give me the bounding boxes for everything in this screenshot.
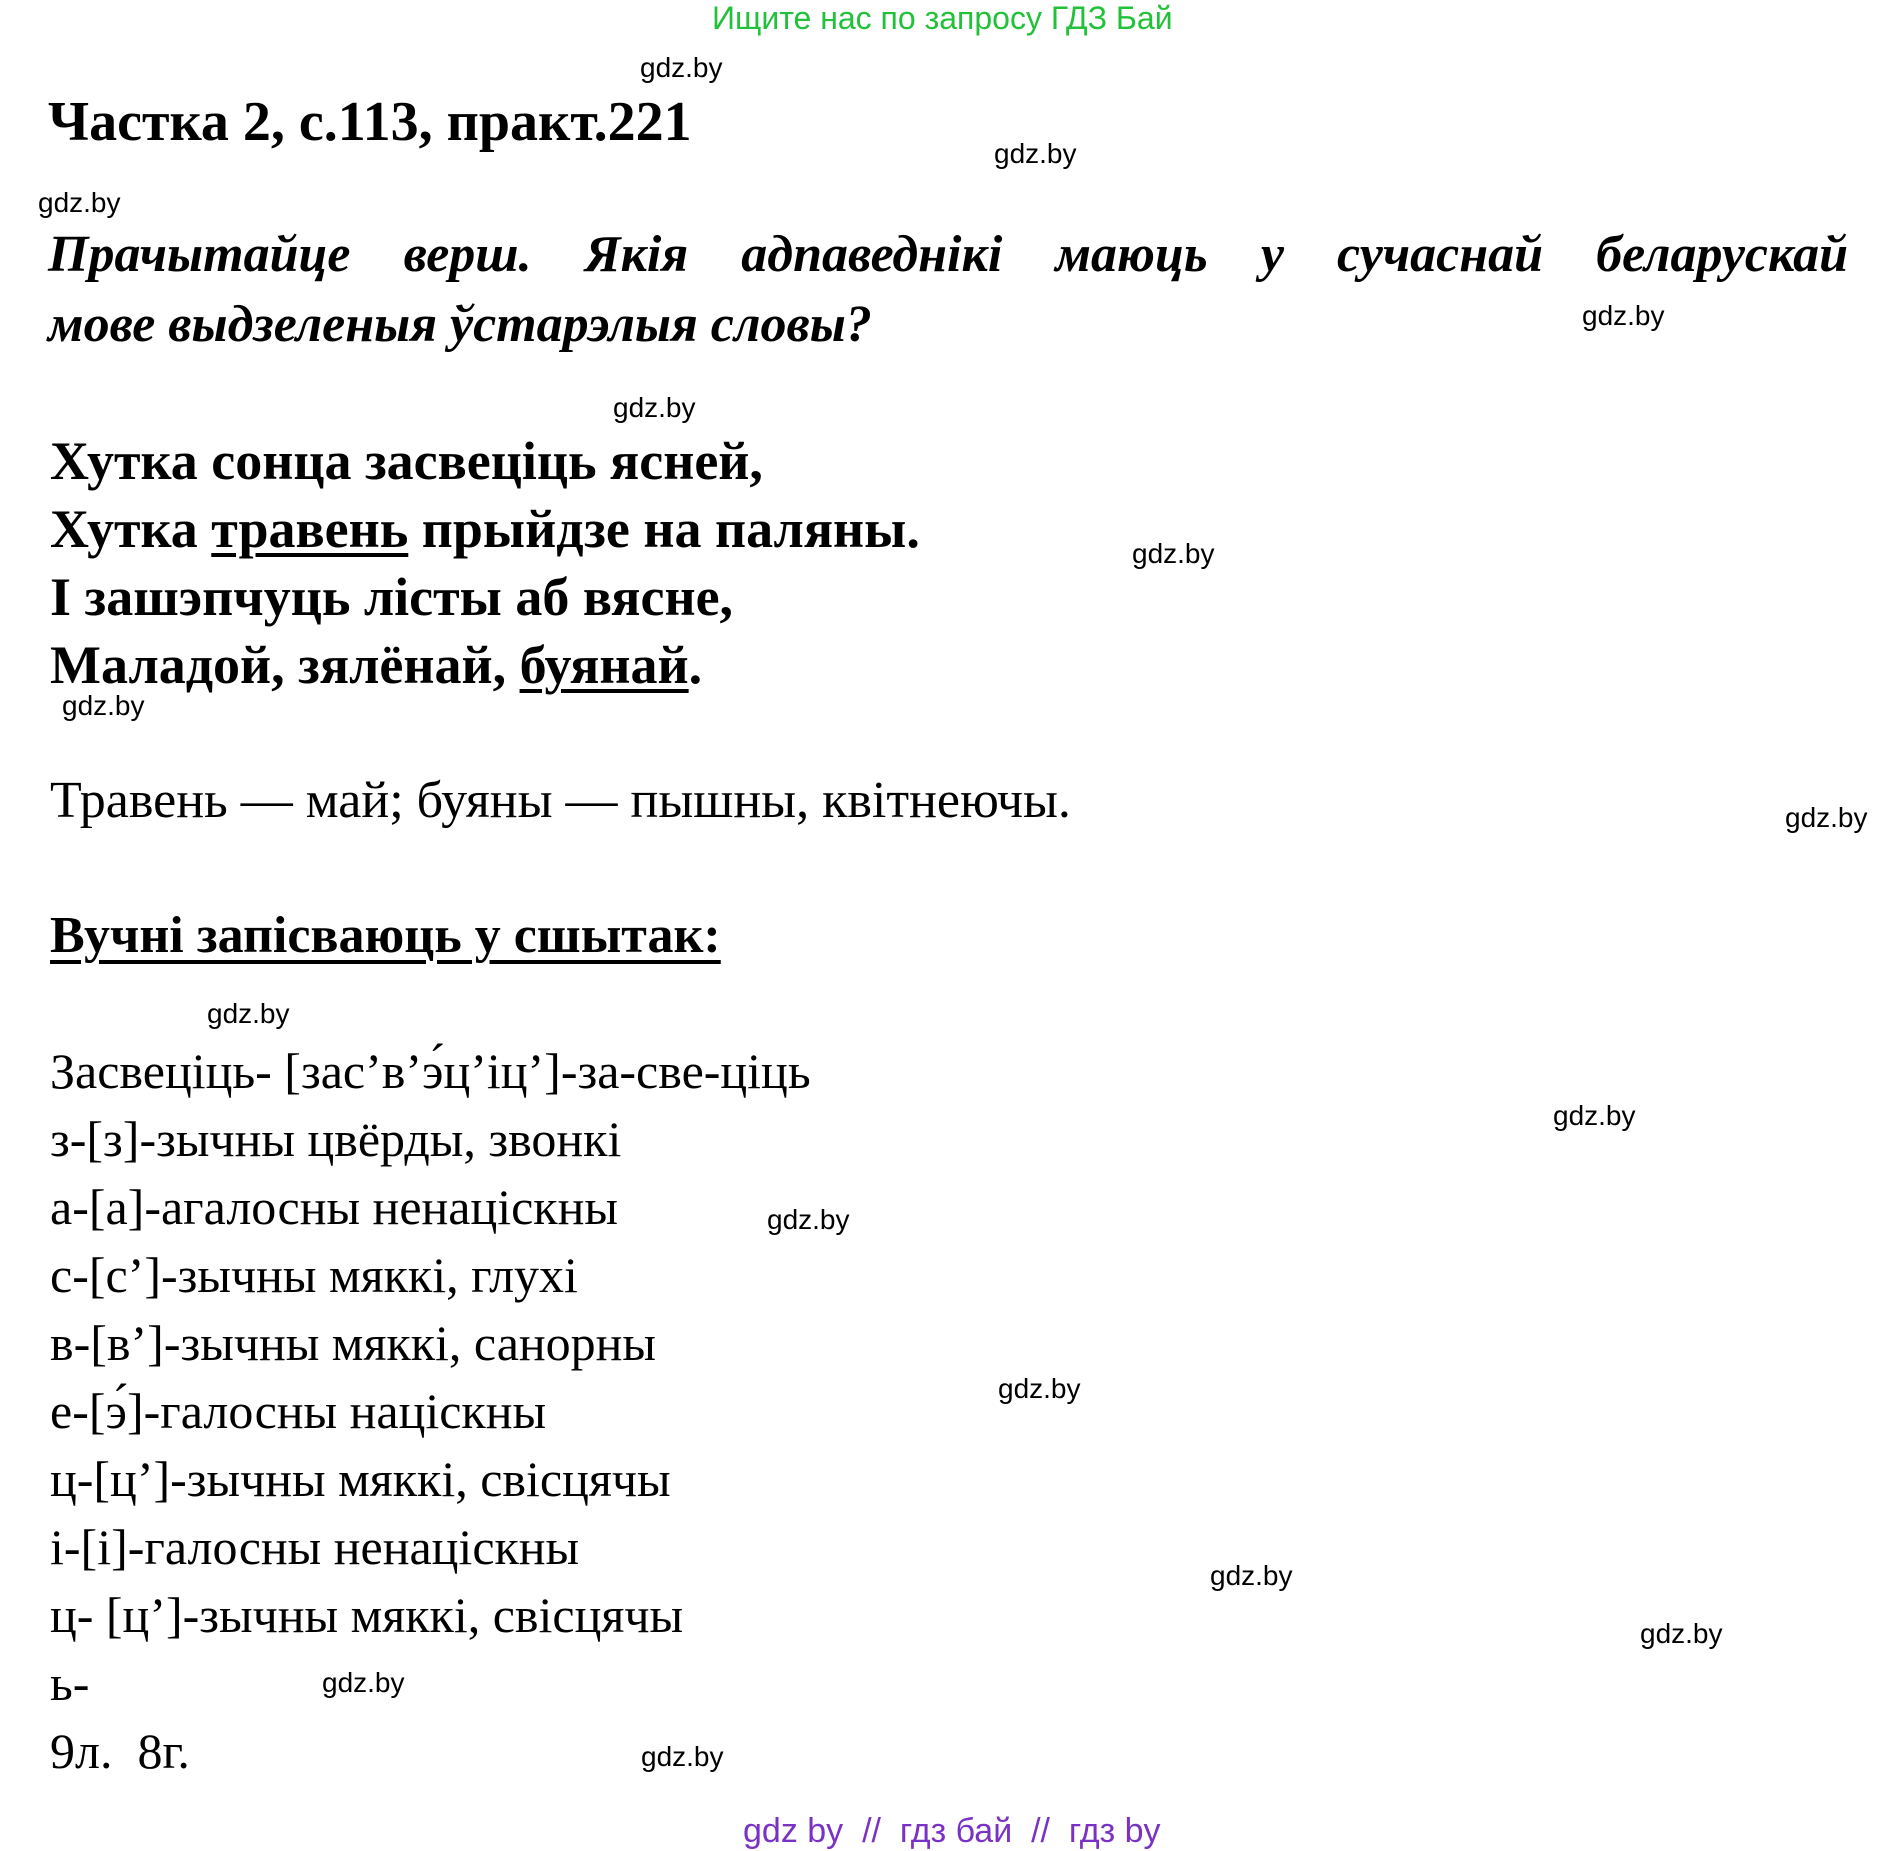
analysis-line: а-[а]-агалосны ненаціскны xyxy=(50,1179,618,1235)
watermark: gdz.by xyxy=(38,187,121,218)
analysis-line: ц- [ц’]-зычны мяккі, свісцячы xyxy=(50,1587,684,1643)
watermark: gdz.by xyxy=(1640,1618,1723,1649)
watermark: gdz.by xyxy=(1132,538,1215,569)
watermark: gdz.by xyxy=(767,1204,850,1235)
footer-links: gdz by // гдз бай // гдз by xyxy=(743,1812,1161,1850)
analysis-line: і-[і]-галосны ненаціскны xyxy=(50,1519,580,1575)
syllable-count: 9л. 8г. xyxy=(50,1723,190,1779)
watermark: gdz.by xyxy=(998,1373,1081,1404)
watermark: gdz.by xyxy=(1553,1100,1636,1131)
watermark: gdz.by xyxy=(994,138,1077,169)
highlighted-word-buyanai: буянай xyxy=(519,635,689,695)
watermark: gdz.by xyxy=(640,52,723,83)
watermark: gdz.by xyxy=(1210,1560,1293,1591)
analysis-line: в-[в’]-зычны мяккі, санорны xyxy=(50,1315,657,1371)
poem-line-2-end: прыйдзе на паляны. xyxy=(408,499,920,559)
poem-line-1: Хутка сонца засвеціць ясней, xyxy=(50,431,763,491)
analysis-line: ц-[ц’]-зычны мяккі, свісцячы xyxy=(50,1451,671,1507)
task-instruction xyxy=(48,220,1848,360)
watermark: gdz.by xyxy=(1785,802,1868,833)
task-line-1: Прачытайце верш. Якія адпаведнікі маюць у сучаснай беларускай xyxy=(48,226,1848,283)
answer-text: Травень — май; буяны — пышны, квітнеючы. xyxy=(50,772,1071,829)
page-title: Частка 2, с.113, практ.221 xyxy=(48,91,692,153)
poem-line-4 xyxy=(50,635,703,695)
analysis-line: ь- xyxy=(50,1655,90,1711)
notebook-heading: Вучні запісваюць у сшытак: xyxy=(50,907,721,964)
analysis-line: е-[э́]-галосны націскны xyxy=(50,1383,547,1439)
analysis-line: с-[с’]-зычны мяккі, глухі xyxy=(50,1247,578,1303)
poem-line-2-start: Хутка xyxy=(50,499,212,559)
poem-line-3: І зашэпчуць лісты аб вясне, xyxy=(50,567,734,627)
watermark: gdz.by xyxy=(62,690,145,721)
poem-line-4-end: . xyxy=(688,635,703,695)
watermark: gdz.by xyxy=(322,1667,405,1698)
highlighted-word-traven: травень xyxy=(211,499,409,559)
watermark: gdz.by xyxy=(641,1741,724,1772)
analysis-line: Засвеціць- [зас’в’э́ц’іц’]-за-све-ціць xyxy=(50,1043,811,1099)
watermark: gdz.by xyxy=(207,998,290,1029)
watermark: gdz.by xyxy=(613,392,696,423)
watermark: gdz.by xyxy=(1582,300,1665,331)
top-banner: Ищите нас по запросу ГДЗ Бай xyxy=(712,0,1173,36)
task-line-2: мове выдзеленыя ўстарэлыя словы? xyxy=(48,296,872,353)
poem-line-4-start: Маладой, зялёнай, xyxy=(50,635,520,695)
poem-line-2 xyxy=(50,499,920,559)
analysis-line: з-[з]-зычны цвёрды, звонкі xyxy=(50,1111,622,1167)
